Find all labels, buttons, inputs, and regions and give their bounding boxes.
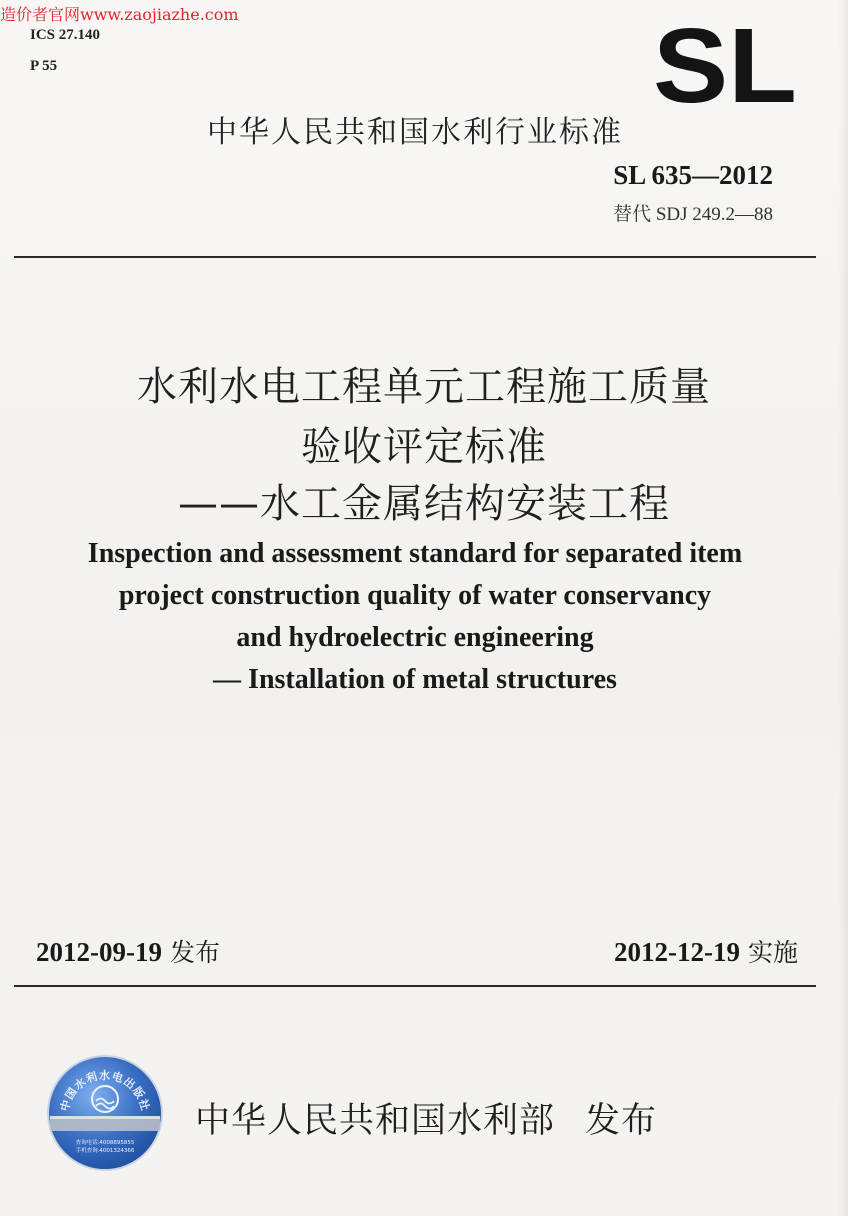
industry-standard-heading: 中华人民共和国水利行业标准	[207, 115, 623, 150]
seal-line-1: 查询电话:4008895855	[75, 1140, 135, 1146]
publish-date-label: 发布	[169, 938, 220, 967]
title-en-line-2: project construction quality of water conservancy	[118, 580, 712, 611]
seal-line-2: 手机查询:4001324366	[75, 1148, 135, 1154]
title-en-line-3: and hydroelectric engineering	[236, 622, 594, 653]
standard-number: SL 635—2012	[613, 160, 773, 190]
publisher	[195, 1093, 657, 1143]
svg-text:SL: SL	[653, 22, 797, 108]
title-zh-line-2: 验收评定标准	[301, 424, 547, 470]
title-en-line-4: — Installation of metal structures	[213, 664, 617, 695]
page-edge-shadow	[838, 0, 848, 1216]
title-zh-line-1: 水利水电工程单元工程施工质量	[137, 364, 711, 410]
publisher-action: 发布	[585, 1101, 658, 1141]
anti-counterfeit-seal	[46, 1054, 164, 1172]
ics-code: ICS 27.140	[30, 27, 101, 43]
implement-date-label: 实施	[747, 938, 798, 967]
title-zh-line-3: ——水工金属结构安装工程	[178, 481, 670, 527]
implement-date-value: 2012-12-19	[614, 937, 741, 967]
p-code: P 55	[30, 58, 58, 74]
implement-date	[614, 933, 798, 969]
title-en-line-1: Inspection and assessment standard for separated item	[87, 538, 743, 569]
bottom-divider	[14, 985, 816, 987]
watermark: 造价者官网www.zaojiazhe.com	[0, 5, 239, 24]
replaces-note: 替代 SDJ 249.2—88	[613, 204, 773, 225]
sl-logo	[650, 22, 800, 108]
publish-date	[36, 933, 220, 969]
top-divider	[14, 256, 816, 258]
svg-text:中国水利水电出版社: 中国水利水电出版社	[58, 1069, 152, 1113]
publisher-name: 中华人民共和国水利部	[195, 1101, 556, 1141]
publish-date-value: 2012-09-19	[36, 937, 162, 967]
